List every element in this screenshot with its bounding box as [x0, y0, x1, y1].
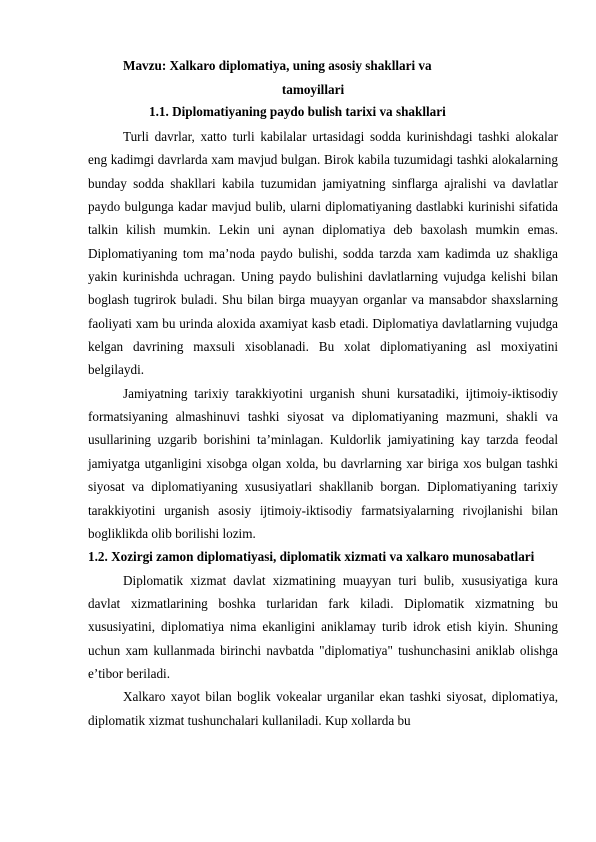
- paragraph: Diplomatik xizmat davlat xizmatining muayyan turi bulib, xususiyatiga kura davlat xizmatlarining boshka turlaridan fark kiladi. Diplomatik xizmatning bu xususiyatini, diplomatiya nima ekanligini aniklamay turib idrok etish kiyin. Shuning uchun xam kullanmada birinchi navbatda "diplomatiya" tushunchasini aniklab olishga eʼtibor beriladi.: [88, 572, 558, 681]
- document-body: [88, 125, 558, 732]
- paragraph: Turli davrlar, xatto turli kabilalar urtasidagi sodda kurinishdagi tashki alokalar eng kadimgi davrlarda xam mavjud bulgan. Birok kabila tuzumidagi tashki alokalarning bunday sodda shakllari kabila tuzumidan jamiyatning sinflarga ajralishi va davlatlar paydo bulgunga kadar mavjud bulib, ularni diplomatiyaning dastlabki kurinishi sifatida talkin kilish mumkin. Lekin uni aynan diplomatiya deb baxolash mumkin emas. Diplomatiyaning tom maʼnoda paydo bulishi, sodda tarzda xam kadimda uz shakliga yakin kurinishda uchragan. Uning paydo bulishini davlatlarning vujudga kelishi bilan boglash tugrirok buladi. Shu bilan birga muayyan organlar va mansabdor shaxslarning faoliyati xam bu urinda aloxida axamiyat kasb etadi. Diplomatiya davlatlarning vujudga kelgan davrining maxsuli xisoblanadi. Bu xolat diplomatiyaning asl moxiyatini belgilaydi.: [88, 129, 558, 378]
- document-title-line-2: tamoyillari: [281, 82, 345, 97]
- paragraph: Xalkaro xayot bilan boglik vokealar urganilar ekan tashki siyosat, diplomatiya, diplomatik xizmat tushunchalari kullaniladi. Kup xollarda bu: [88, 689, 558, 728]
- document-title-line-1: Mavzu: Xalkaro diplomatiya, uning asosiy shakllari va: [123, 58, 432, 73]
- section-heading-1-1: 1.1. Diplomatiyaning paydo bulish tarixi va shakllari: [149, 104, 446, 119]
- paragraph: Jamiyatning tarixiy tarakkiyotini urganish shuni kursatadiki, ijtimoiy-iktisodiy formatsiyaning almashinuvi tashki siyosat va diplomatiyaning mazmuni, shakli va usullarining uzgarib borishini taʼminlagan. Kuldorlik jamiyatining kay tarzda feodal jamiyatga utganligini xisobga olgan xolda, bu davrlarning xar biriga xos bulgan tashki siyosat va diplomatiyaning xususiyatlari shakllanib borgan. Diplomatiyaning tarixiy tarakkiyotini urganish asosiy ijtimoiy-iktisodiy farmatsiyalarning rivojlanishi bilan bogliklikda olib borilishi lozim.: [88, 385, 558, 541]
- section-heading-1-2: 1.2. Xozirgi zamon diplomatiyasi, diplomatik xizmati va xalkaro munosabatlari: [88, 549, 535, 565]
